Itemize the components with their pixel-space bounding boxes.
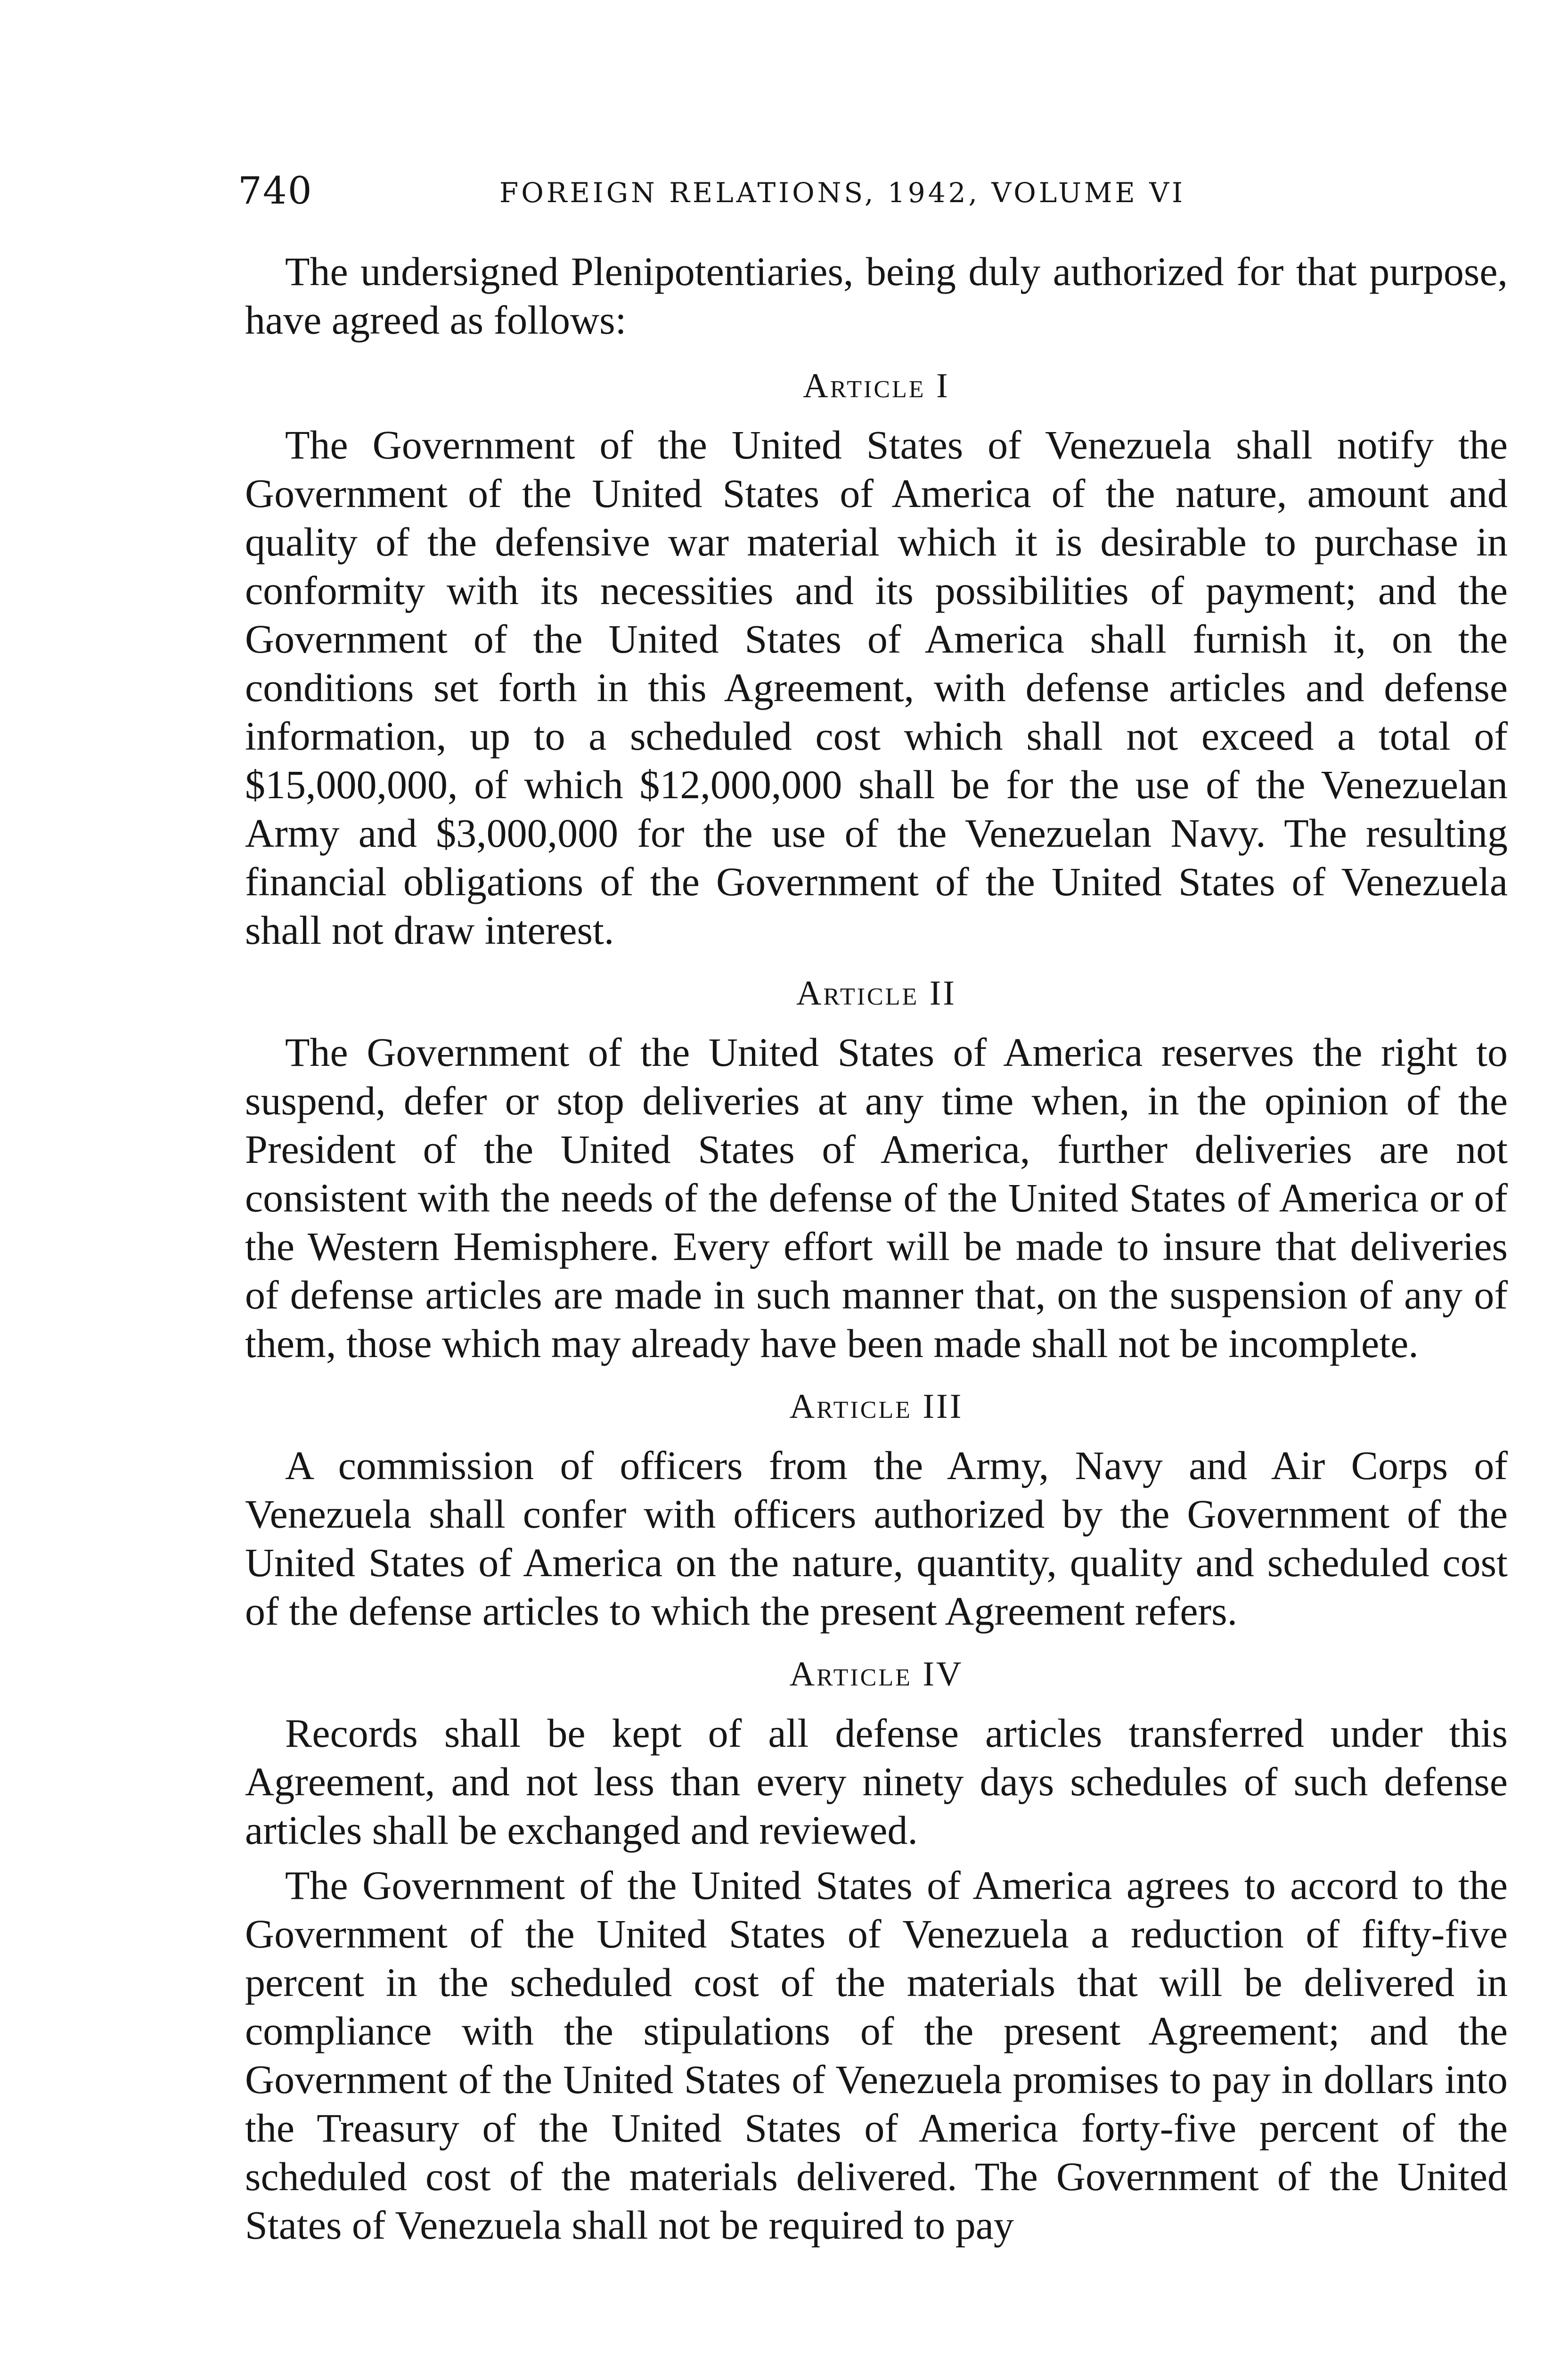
article-4-paragraph-1: Records shall be kept of all defense articles transferred under this Agreement, and not less than every ninety days schedules of such defense articles shall be exchanged and reviewed. <box>245 1710 1508 1853</box>
article-1-paragraph-1: The Government of the United States of Venezuela shall notify the Government of the United States of America of the nature, amount and quality of the defensive war material which it is desirable to purchase in conformity with its necessities and its possibilities of payment; and the Government of the United States of America shall furnish it, on the conditions set forth in this Agreement, with defense articles and defense information, up to a scheduled cost which shall not exceed a total of $15,000,000, of which $12,000,000 shall be for the use of the Venezuelan Army and $3,000,000 for the use of the Venezuelan Navy. The resulting financial obligations of the Government of the United States of Venezuela shall not draw interest. <box>245 422 1508 953</box>
article-heading-3: Article III <box>789 1387 964 1426</box>
article-heading-2: Article II <box>796 974 957 1013</box>
article-4-paragraph-2: The Government of the United States of America agrees to accord to the Government of the United States of Venezuela a reduction of fifty-five percent in the scheduled cost of the materials that will be delivered in compliance with the stipulations of the present Agreement; and the Government of the United States of Venezuela promises to pay in dollars into the Treasury of the United States of America forty-five percent of the scheduled cost of the materials delivered. The Government of the United States of Venezuela shall not be required to pay <box>245 1863 1508 2248</box>
article-3-paragraph-1: A commission of officers from the Army, Navy and Air Corps of Venezuela shall confer with officers authorized by the Government of the United States of America on the nature, quantity, quality and scheduled cost of the defense articles to which the present Agreement refers. <box>245 1443 1508 1634</box>
body-text <box>245 247 1508 2250</box>
running-head <box>238 167 1510 219</box>
page-number: 740 <box>238 169 313 213</box>
article-2-paragraph-1: The Government of the United States of America reserves the right to suspend, defer or stop deliveries at any time when, in the opinion of the President of the United States of America, further deliveries are not consistent with the needs of the defense of the United States of America or of the Western Hemisphere. Every effort will be made to insure that deliveries of defense articles are made in such manner that, on the suspension of any of them, those which may already have been made shall not be incomplete. <box>245 1030 1508 1366</box>
article-heading-4: Article IV <box>789 1655 964 1693</box>
article-heading-1: Article I <box>803 367 950 405</box>
intro-paragraph: The undersigned Plenipotentiaries, being duly authorized for that purpose, have agreed as follows: <box>245 249 1508 343</box>
running-title: FOREIGN RELATIONS, 1942, VOLUME VI <box>499 177 1185 209</box>
